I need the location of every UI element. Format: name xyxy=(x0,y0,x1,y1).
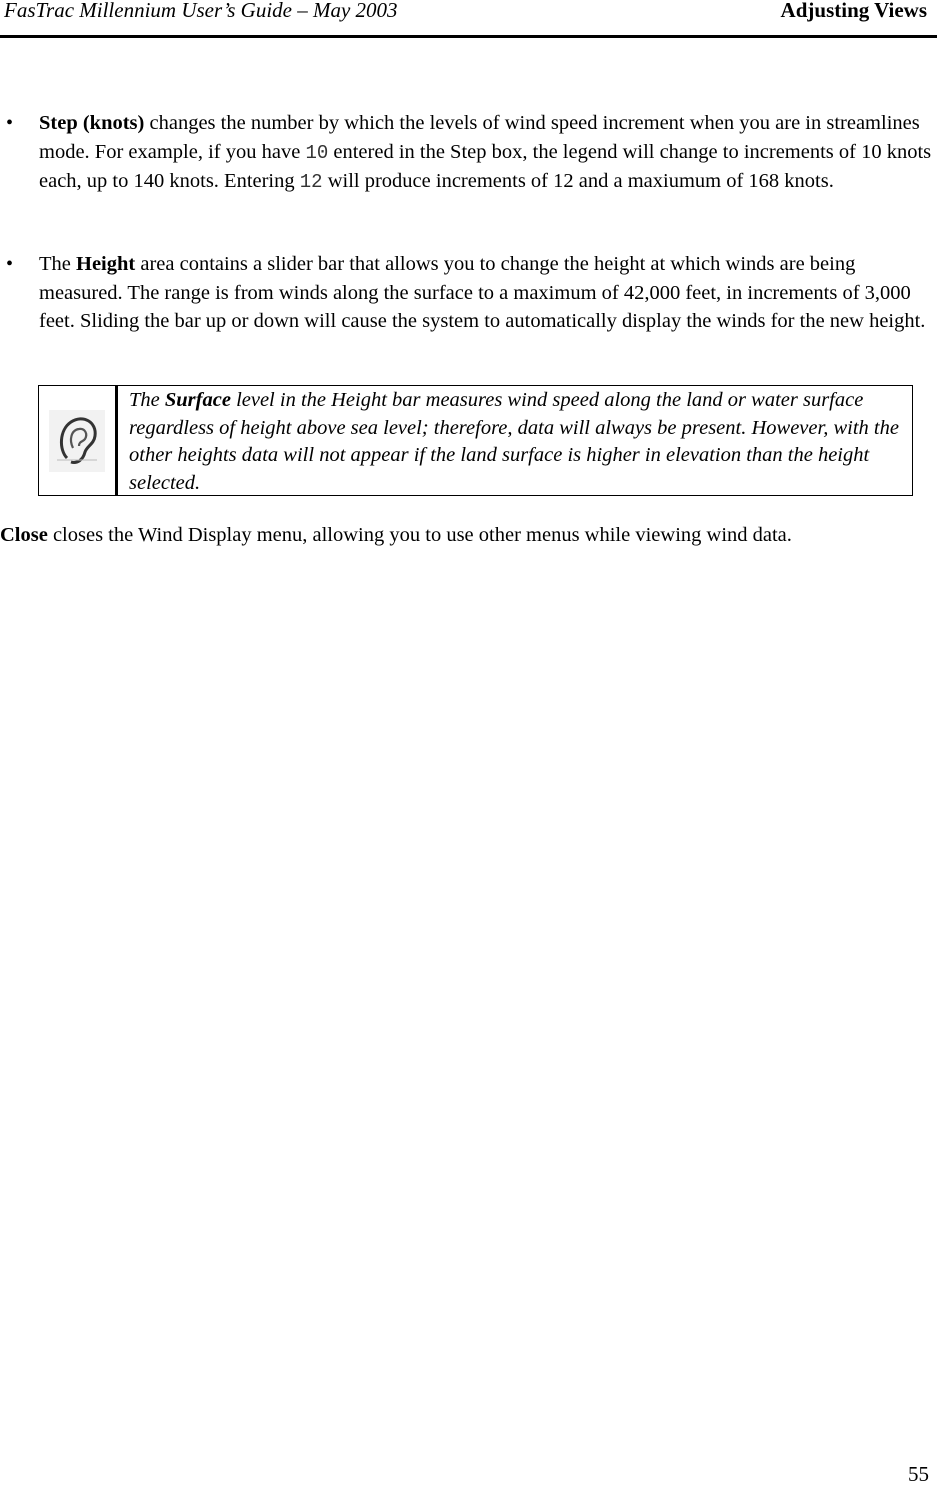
step-text-2: entered in the Step box, the legend will change to increments of 10 knots each, up to 140 knots. Entering xyxy=(39,140,932,192)
step-text-3: will produce increments of 12 and a maxiumum of 168 knots. xyxy=(322,170,834,192)
document-title: FasTrac Millennium User’s Guide – May 2003 xyxy=(4,0,398,22)
note-term: Surface xyxy=(164,389,231,411)
note-box xyxy=(38,385,913,496)
note-body: level in the Height bar measures wind speed along the land or water surface regardless of height above sea level; therefore, data will always be present. However, with the other heights data will not appear if the land surface is higher in elevation than the height selected. xyxy=(129,389,899,494)
height-prefix: The xyxy=(39,253,76,275)
bullet-symbol: • xyxy=(6,253,14,275)
step-code-10: 10 xyxy=(305,141,329,164)
step-code-12: 12 xyxy=(299,171,323,193)
note-divider xyxy=(115,386,118,495)
close-term: Close xyxy=(0,524,48,546)
height-text: area contains a slider bar that allows you to change the height at which winds are being measured. The range is from winds along the surface to a maximum of 42,000 feet, in increments of 3,000 feet. Sliding the bar up or down will cause the system to automatically display the winds for the new height. xyxy=(39,253,926,332)
ear-icon xyxy=(49,410,105,472)
bullet-step xyxy=(6,109,934,197)
page-header xyxy=(0,0,937,40)
page-number: 55 xyxy=(908,1462,929,1486)
note-text xyxy=(129,387,899,497)
header-rule xyxy=(0,35,937,38)
bullet-symbol: • xyxy=(6,112,14,134)
bullet-height xyxy=(6,250,934,336)
step-text-1: changes the number by which the levels of wind speed increment when you are in streamlines mode. For example, if you have xyxy=(39,112,920,163)
note-prefix: The xyxy=(129,389,165,411)
section-title: Adjusting Views xyxy=(780,0,927,22)
note-icon-cell xyxy=(39,386,115,495)
height-term: Height xyxy=(76,253,136,275)
close-paragraph xyxy=(0,521,935,549)
close-text: closes the Wind Display menu, allowing you to use other menus while viewing wind data. xyxy=(47,524,792,546)
step-term: Step (knots) xyxy=(39,112,145,134)
